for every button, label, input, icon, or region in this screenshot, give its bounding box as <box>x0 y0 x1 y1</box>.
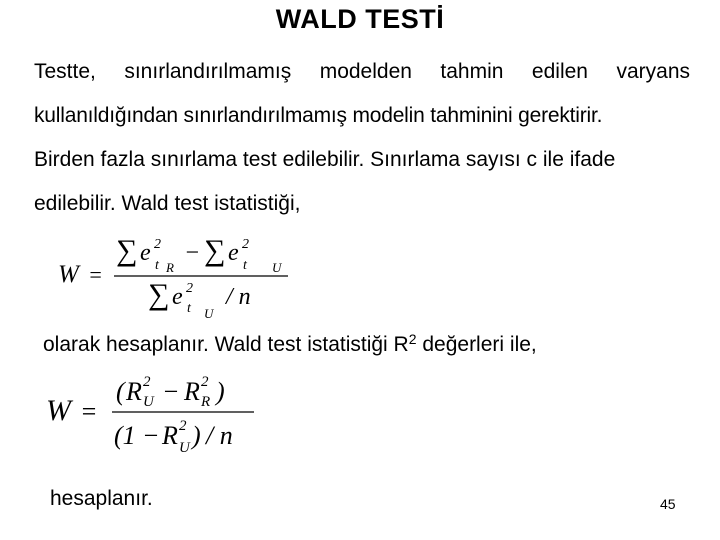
formula2-lhs: W <box>46 394 71 427</box>
formula1-num-sub2-U: U <box>272 260 282 275</box>
paragraph-line-3: Birden fazla sınırlama test edilebilir. Sınırlama sayısı c ile ifade <box>34 148 616 171</box>
formula2-num-R1: R <box>126 377 142 406</box>
page-number: 45 <box>660 496 676 512</box>
formula1-lhs: W <box>58 261 79 288</box>
formula1-num-sum2: ∑ <box>204 234 226 267</box>
formula2-equals: = <box>80 397 98 426</box>
formula2-num-R2: R <box>184 377 200 406</box>
formula2-den-R-sub: U <box>179 440 190 456</box>
formula1-den-sub-U: U <box>204 306 214 321</box>
paragraph-line-4: edilebilir. Wald test istatistiği, <box>34 192 301 215</box>
formula1-den-exp: 2 <box>186 281 193 296</box>
formula2-num-R1-sub: U <box>143 394 154 410</box>
formula2-num-minus: − <box>162 377 180 406</box>
middle-text-sup: 2 <box>408 331 417 347</box>
body-paragraph <box>34 50 690 226</box>
formula2-num-R2-sub: R <box>201 394 211 410</box>
paragraph-line-1: Testte, sınırlandırılmamış modelden tahmin edilen varyans <box>34 60 690 83</box>
formula1-den-sum: ∑ <box>148 278 170 311</box>
formula2-num-close: ) <box>216 377 225 406</box>
formula1-num-e1: e <box>140 240 151 266</box>
formula1-num-exp2: 2 <box>242 237 249 252</box>
formula1-den-div: / n <box>226 284 251 310</box>
middle-sentence <box>43 331 537 357</box>
formula1-den-sub-t: t <box>187 301 191 316</box>
wald-formula-rsquared <box>44 368 264 458</box>
formula1-num-minus: − <box>184 240 201 266</box>
formula1-num-exp1: 2 <box>154 237 161 252</box>
formula2-num-R1-sup: 2 <box>143 374 151 390</box>
formula2-den-div: / n <box>206 421 233 450</box>
formula2-den-R-sup: 2 <box>179 418 187 434</box>
slide-title: WALD TESTİ <box>275 4 445 34</box>
middle-text-after: değerleri ile, <box>416 333 537 356</box>
formula1-num-sub1-t: t <box>155 258 159 273</box>
closing-text: hesaplanır. <box>50 487 153 510</box>
formula1-num-e2: e <box>228 240 239 266</box>
wald-formula-residuals <box>56 226 296 322</box>
formula2-num-R2-sup: 2 <box>201 374 209 390</box>
formula2-num-open: ( <box>116 377 125 406</box>
paragraph-line-2: kullanıldığından sınırlandırılmamış modelin tahminini gerektirir. <box>34 104 603 127</box>
formula1-den-e: e <box>172 284 183 310</box>
formula2-den-minus: − <box>142 421 160 450</box>
middle-text-before: olarak hesaplanır. Wald test istatistiği R <box>43 333 409 356</box>
formula1-num-sub2-t: t <box>243 258 247 273</box>
formula1-num-sum1: ∑ <box>116 234 138 267</box>
formula1-num-sub1-R: R <box>166 260 174 275</box>
formula2-den-close: ) <box>192 421 201 450</box>
formula2-den-open: (1 <box>114 421 136 450</box>
formula1-equals: = <box>88 262 103 287</box>
formula2-den-R: R <box>162 421 178 450</box>
